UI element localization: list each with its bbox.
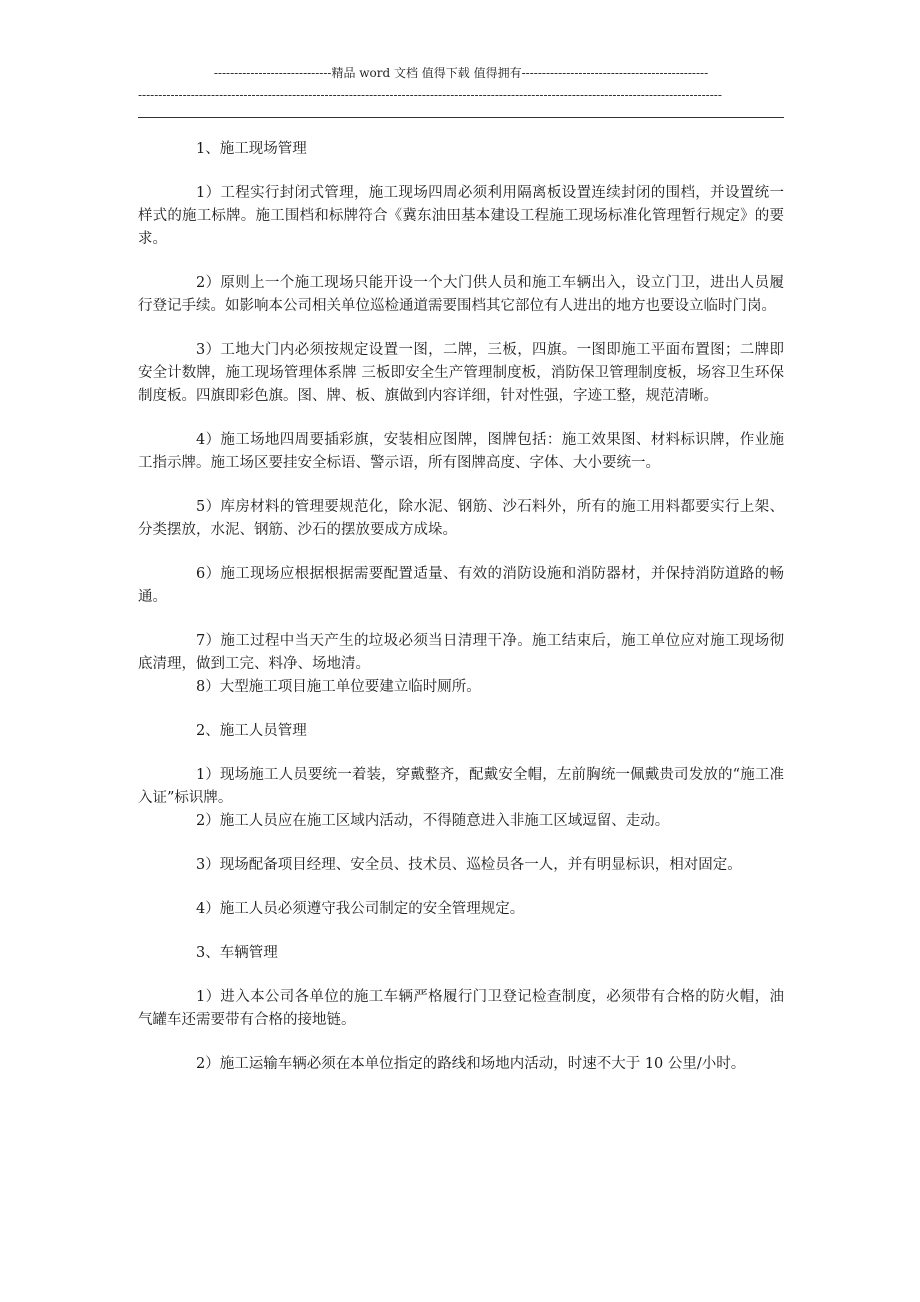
document-body xyxy=(138,138,784,1076)
paragraph: 2）原则上一个施工现场只能开设一个大门供人员和施工车辆出入，设立门卫，进出人员履行登记手续。如影响本公司相关单位巡检通道需要围档其它部位有人进出的地方也要设立临时门岗。 xyxy=(138,275,784,314)
paragraph: 1）工程实行封闭式管理，施工现场四周必须利用隔离板设置连续封闭的围档，并设置统一样式的施工标牌。施工围档和标牌符合《冀东油田基本建设工程施工现场标准化管理暂行规定》的要求。 xyxy=(138,185,784,247)
page-header xyxy=(138,62,784,128)
section-heading-personnel: 2、施工人员管理 xyxy=(196,723,307,739)
paragraph: 4）施工场地四周要插彩旗，安装相应图牌，图牌包括：施工效果图、材料标识牌，作业施工指示牌。施工场区要挂安全标语、警示语，所有图牌高度、字体、大小要统一。 xyxy=(138,432,784,471)
paragraph: 2）施工人员应在施工区域内活动，不得随意进入非施工区域逗留、走动。 xyxy=(196,813,670,829)
header-dash-line: ------------------------------------------------------------------------------------------------------------------------------------------------ xyxy=(138,88,722,102)
section-heading-site: 1、施工现场管理 xyxy=(196,141,307,157)
paragraph: 1）进入本公司各单位的施工车辆严格履行门卫登记检查制度，必须带有合格的防火帽，油气罐车还需要带有合格的接地链。 xyxy=(138,989,784,1028)
header-banner: -----------------------------精品 word 文档 值得下载 值得拥有---------------------------------------------- xyxy=(213,66,709,80)
header-dash-tail: ---- xyxy=(452,110,470,124)
paragraph: 5）库房材料的管理要规范化，除水泥、钢筋、沙石料外，所有的施工用料都要实行上架、分类摆放，水泥、钢筋、沙石的摆放要成方成垛。 xyxy=(138,499,784,538)
paragraph: 4）施工人员必须遵守我公司制定的安全管理规定。 xyxy=(196,901,525,917)
paragraph: 3）现场配备项目经理、安全员、技术员、巡检员各一人，并有明显标识，相对固定。 xyxy=(196,857,742,873)
paragraph: 8）大型施工项目施工单位要建立临时厕所。 xyxy=(196,679,481,695)
header-rule xyxy=(138,117,784,118)
section-heading-vehicles: 3、车辆管理 xyxy=(196,945,278,961)
paragraph: 1）现场施工人员要统一着装，穿戴整齐，配戴安全帽，左前胸统一佩戴贵司发放的“施工准入证”标识牌。 xyxy=(138,767,784,806)
paragraph: 6）施工现场应根据根据需要配置适量、有效的消防设施和消防器材，并保持消防道路的畅通。 xyxy=(138,566,784,605)
paragraph: 7）施工过程中当天产生的垃圾必须当日清理干净。施工结束后，施工单位应对施工现场彻底清理，做到工完、料净、场地清。 xyxy=(138,633,784,672)
paragraph: 2）施工运输车辆必须在本单位指定的路线和场地内活动，时速不大于 10 公里/小时。 xyxy=(196,1056,746,1072)
paragraph: 3）工地大门内必须按规定设置一图，二牌，三板，四旗。一图即施工平面布置图；二牌即安全计数牌，施工现场管理体系牌 三板即安全生产管理制度板，消防保卫管理制度板，场容卫生环保制度板。四旗即彩色旗。图、牌、板、旗做到内容详细，针对性强，字迹工整，规范清晰。 xyxy=(138,342,784,404)
